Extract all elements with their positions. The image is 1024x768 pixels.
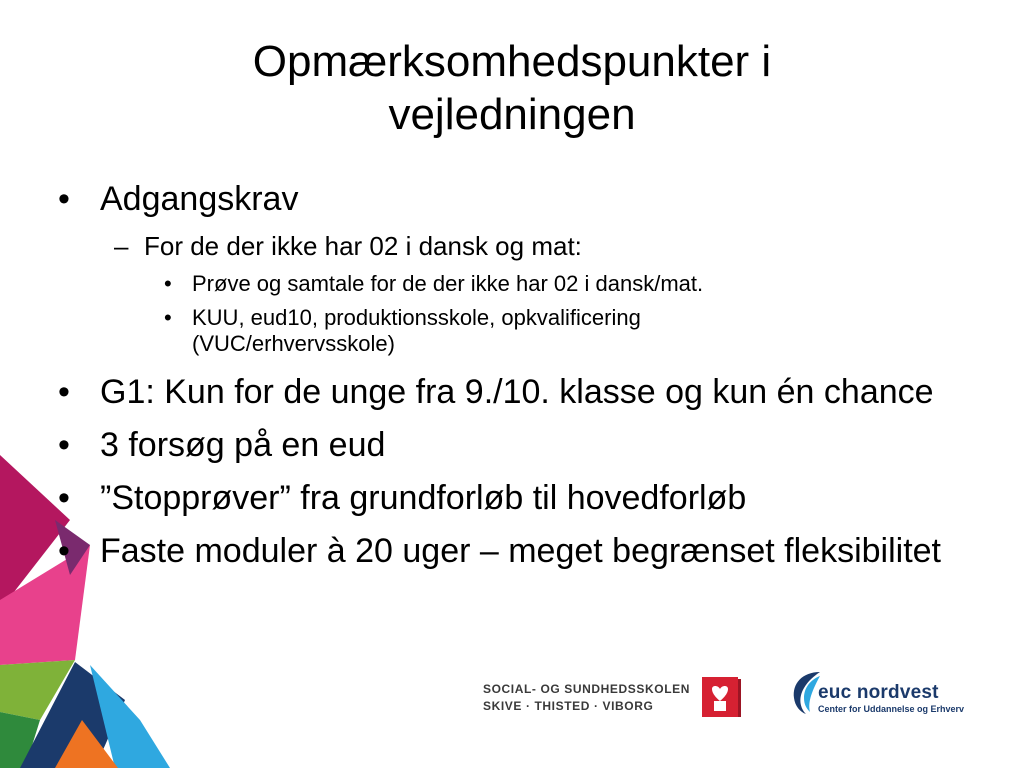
bullet-dot-icon: • (58, 180, 70, 218)
bullet-dot-icon: • (164, 271, 172, 296)
sub-bullet-item (58, 231, 958, 261)
sub-sub-bullet-text: Prøve og samtale for de der ikke har 02 i dansk/mat. (192, 271, 704, 296)
sosu-logo-text (483, 681, 690, 715)
euc-nordvest-logo (790, 668, 990, 722)
bullet-text: G1: Kun for de unge fra 9./10. klasse og kun én chance (100, 373, 934, 411)
sub-sub-bullet-text: KUU, eud10, produktionsskole, opkvalificering (VUC/erhvervsskole) (192, 305, 641, 356)
bullet-dot-icon: • (58, 426, 70, 464)
sosu-line-1: SOCIAL- OG SUNDHEDSSKOLEN (483, 682, 691, 696)
bullet-item (58, 426, 958, 465)
euc-name: euc nordvest (818, 682, 939, 703)
bullet-dot-icon: • (58, 532, 70, 570)
bullet-group-1 (58, 180, 958, 357)
bullet-dot-icon: • (58, 479, 70, 517)
sosu-emblem-icon (700, 675, 742, 719)
title-line-1: Opmærksomhedspunkter i (252, 37, 772, 86)
bullet-item (58, 479, 958, 518)
bullet-dot-icon: • (164, 305, 172, 330)
bullet-text: 3 forsøg på en eud (100, 426, 386, 464)
bullet-text: Faste moduler à 20 uger – meget begrænset fleksibilitet (100, 532, 942, 570)
bullet-text: Adgangskrav (100, 180, 299, 218)
sub-bullet-text: For de der ikke har 02 i dansk og mat: (144, 231, 582, 261)
slide-title (150, 35, 874, 141)
title-line-2: vejledningen (388, 90, 636, 139)
bullet-item (58, 180, 958, 219)
bullet-item (58, 532, 958, 571)
bullet-text: ”Stopprøver” fra grundforløb til hovedforløb (100, 479, 747, 517)
sub-sub-bullet-item (58, 271, 958, 297)
sub-sub-bullet-item (58, 305, 958, 357)
bullet-dash-icon: – (114, 231, 129, 261)
bullet-dot-icon: • (58, 373, 70, 411)
sosu-line-2: SKIVE · THISTED · VIBORG (483, 699, 654, 713)
euc-tagline: Center for Uddannelse og Erhverv (818, 704, 965, 714)
bullet-list (58, 180, 958, 585)
bullet-item (58, 373, 958, 412)
